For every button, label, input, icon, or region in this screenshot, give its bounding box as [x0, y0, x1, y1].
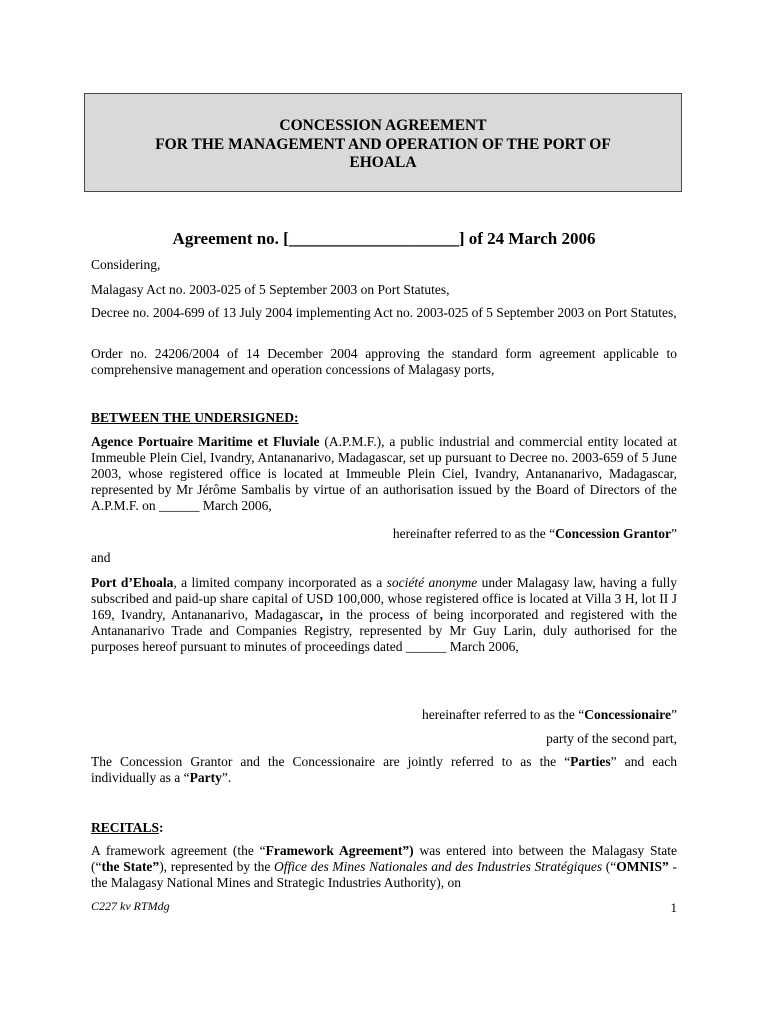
concessionaire-ref-name: Concessionaire: [584, 707, 671, 722]
concessionaire-ref-suffix: ”: [671, 707, 677, 722]
title-box: [84, 93, 682, 192]
grantor-reference: [91, 526, 677, 542]
port-text-1: , a limited company incorporated as a: [173, 575, 387, 590]
recital-bold-2: the State”: [101, 859, 160, 874]
and-text: and: [91, 550, 111, 565]
recital-italic: Office des Mines Nationales and des Industries Stratégiques: [274, 859, 603, 874]
recital-text-2: was entered into between the Malagasy State (“: [91, 843, 677, 874]
page-number: 1: [670, 900, 677, 915]
recital-text-1: A framework agreement (the “: [91, 843, 266, 858]
port-text-2: under Malagasy law, having a fully subscribed and paid-up share capital of USD 100,000, whose registered office is located at Villa 3 H, lot II J 169, Ivandry, Antananarivo, Madagascar: [91, 575, 677, 622]
port-name: Port d’Ehoala: [91, 575, 174, 590]
parties-text-3: ”.: [221, 770, 232, 785]
parties-bold-1: Parties: [570, 754, 611, 769]
concessionaire-reference: [91, 707, 677, 723]
recital-text-4: (“: [602, 859, 617, 874]
recital-bold-1: Framework Agreement”): [265, 843, 414, 858]
order-paragraph: Order no. 24206/2004 of 14 December 2004 approving the standard form agreement applicable to comprehensive management and operation concessions of Malagasy ports,: [91, 346, 677, 377]
parties-paragraph: [91, 754, 677, 786]
port-text-3: in the process of being incorporated and registered with the Antananarivo Trade and Companies Registry, represented by Mr Guy Larin, duly authorised for the purposes hereof pursuant to minutes of proceedings dated ______ March 2006,: [91, 607, 677, 654]
second-part: party of the second part,: [546, 731, 677, 746]
recitals-colon: :: [159, 820, 164, 835]
title-line-1: CONCESSION AGREEMENT: [279, 117, 487, 134]
port-paragraph: [91, 575, 677, 655]
port-italic: société anonyme: [386, 575, 478, 590]
title-line-3: EHOALA: [349, 154, 417, 171]
recital-paragraph: [91, 843, 677, 891]
decree-paragraph: Decree no. 2004-699 of 13 July 2004 implementing Act no. 2003-025 of 5 September 2003 on Port Statutes,: [91, 305, 677, 320]
between-heading-text: BETWEEN THE UNDERSIGNED:: [91, 410, 299, 425]
recital-bold-3: OMNIS”: [616, 859, 669, 874]
act-paragraph: Malagasy Act no. 2003-025 of 5 September 2003 on Port Statutes,: [91, 282, 450, 297]
grantor-ref-name: Concession Grantor: [555, 526, 671, 541]
parties-bold-2: Party: [189, 770, 222, 785]
parties-text-2: ” and each individually as a “: [91, 754, 677, 785]
considering: Considering,: [91, 257, 161, 272]
port-bold-comma: ,: [319, 607, 323, 622]
agreement-number: Agreement no. [____________________] of 24 March 2006: [172, 229, 596, 248]
between-heading: [91, 410, 677, 426]
title-line-2: FOR THE MANAGEMENT AND OPERATION OF THE PORT OF: [155, 135, 611, 153]
grantor-ref-suffix: ”: [671, 526, 677, 541]
recitals-heading: [91, 820, 677, 836]
apmf-paragraph: [91, 434, 677, 514]
apmf-text: (A.P.M.F.), a public industrial and commercial entity located at Immeuble Plein Ciel, Ivandry, Antananarivo, Madagascar, set up pursuant to Decree no. 2003-659 of 5 June 2003, whose registered office is located at Immeuble Plein Ciel, Ivandry, Antananarivo, Madagascar, represented by Mr Jérôme Sambalis by virtue of an authorisation issued by the Board of Directors of the A.P.M.F. on ______ March 2006,: [91, 434, 677, 513]
grantor-ref-prefix: hereinafter referred to as the “: [392, 526, 556, 541]
recital-text-3: ), represented by the: [159, 859, 275, 874]
apmf-name: Agence Portuaire Maritime et Fluviale: [91, 434, 320, 449]
concessionaire-ref-prefix: hereinafter referred to as the “: [421, 707, 585, 722]
recital-text-5: - the Malagasy National Mines and Strategic Industries Authority), on: [91, 859, 678, 890]
parties-text-1: The Concession Grantor and the Concessionaire are jointly referred to as the “: [91, 754, 571, 769]
recitals-heading-text: RECITALS: [91, 820, 160, 835]
footer-reference: C227 kv RTMdg: [91, 899, 170, 913]
